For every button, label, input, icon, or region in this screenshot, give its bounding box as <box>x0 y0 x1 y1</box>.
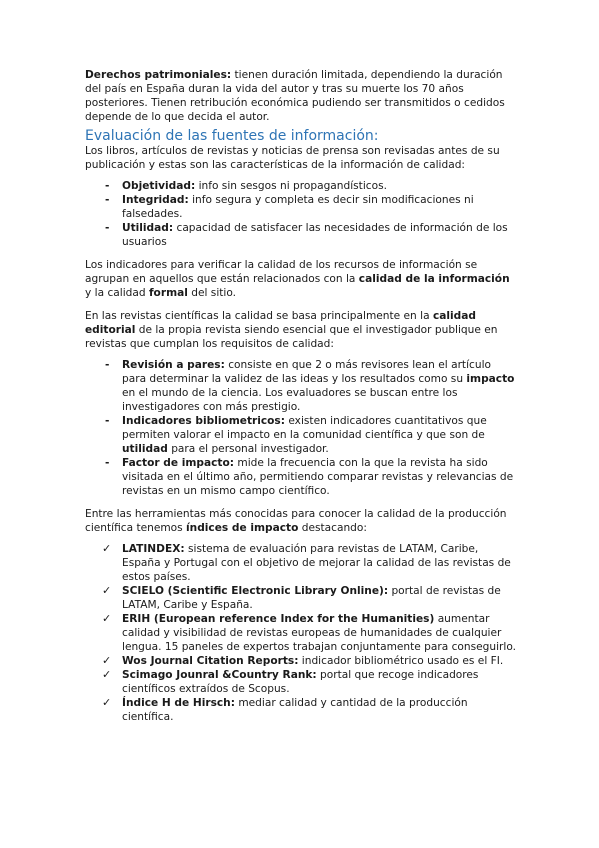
item-text: info segura y completa es decir sin modificaciones ni falsedades. <box>122 194 474 220</box>
emphasis: calidad editorial <box>85 310 476 336</box>
item-text: consiste en que 2 o más revisores lean el artículo para determinar la validez de las ideas y los resultados como su <box>122 359 491 385</box>
item-text: portal de revistas de LATAM, Caribe y España. <box>122 585 501 611</box>
item-term: Wos Journal Citation Reports: <box>122 655 299 667</box>
indices-list <box>85 542 517 724</box>
item-text: mediar calidad y cantidad de la producción científica. <box>122 697 468 723</box>
text: del sitio. <box>187 287 237 299</box>
emphasis: utilidad <box>122 443 168 455</box>
text: Los indicadores para verificar la calidad de los recursos de información se agrupan en aquellos que están relacionados con la <box>85 259 478 285</box>
list-item <box>85 456 517 498</box>
item-term: Utilidad: <box>122 222 174 234</box>
item-text: existen indicadores cuantitativos que permiten valorar el impacto en la comunidad científica y que son de <box>122 415 487 441</box>
item-term: Objetividad: <box>122 180 196 192</box>
item-term: Factor de impacto: <box>122 457 235 469</box>
derechos-paragraph <box>85 68 517 124</box>
item-term: Revisión a pares: <box>122 359 225 371</box>
criteria-list <box>85 179 517 249</box>
list-item <box>85 696 517 724</box>
item-term: Índice H de Hirsch: <box>122 697 235 709</box>
emphasis: índices de impacto <box>186 522 299 534</box>
item-text: sistema de evaluación para revistas de LATAM, Caribe, España y Portugal con el objetivo de mejorar la calidad de las revistas de estos países. <box>122 543 511 583</box>
item-term: ERIH (European reference Index for the Humanities) <box>122 613 435 625</box>
text: y la calidad <box>85 287 149 299</box>
emphasis: calidad de la información <box>358 273 510 285</box>
list-item <box>85 193 517 221</box>
item-text: mide la frecuencia con la que la revista ha sido visitada en el último año, permitiendo comparar revistas y relevancias de revistas en un mismo campo científico. <box>122 457 514 497</box>
revistas-paragraph <box>85 309 517 351</box>
list-item <box>85 414 517 456</box>
derechos-term: Derechos patrimoniales: <box>85 69 232 81</box>
indicadores-paragraph <box>85 258 517 300</box>
item-text: capacidad de satisfacer las necesidades de información de los usuarios <box>122 222 508 248</box>
list-item <box>85 179 517 193</box>
herramientas-paragraph <box>85 507 517 535</box>
item-term: SCIELO (Scientific Electronic Library Online): <box>122 585 389 597</box>
list-item <box>85 584 517 612</box>
list-item <box>85 668 517 696</box>
emphasis: impacto <box>466 373 515 385</box>
item-term: LATINDEX: <box>122 543 185 555</box>
list-item <box>85 654 517 668</box>
emphasis: formal <box>148 287 188 299</box>
item-text: para el personal investigador. <box>167 443 329 455</box>
item-text: indicador bibliométrico usado es el FI. <box>298 655 504 667</box>
item-text: en el mundo de la ciencia. Los evaluadores se buscan entre los investigadores con más prestigio. <box>122 387 458 413</box>
list-item <box>85 542 517 584</box>
list-item <box>85 221 517 249</box>
item-text: portal que recoge indicadores científicos extraídos de Scopus. <box>122 669 479 695</box>
document-page <box>85 68 517 724</box>
item-term: Scimago Jounral &Country Rank: <box>122 669 317 681</box>
item-text: aumentar calidad y visibilidad de revistas europeas de humanidades de cualquier lengua. 15 paneles de expertos trabajan conjuntamente para conseguirlo. <box>122 613 517 653</box>
text: En las revistas científicas la calidad se basa principalmente en la <box>85 310 433 322</box>
text: destacando: <box>298 522 367 534</box>
text: de la propia revista siendo esencial que el investigador publique en revistas que cumplan los requisitos de calidad: <box>85 324 498 350</box>
section-heading: Evaluación de las fuentes de información: <box>85 128 379 144</box>
list-item <box>85 358 517 414</box>
item-term: Integridad: <box>122 194 189 206</box>
item-text: info sin sesgos ni propagandísticos. <box>195 180 387 192</box>
derechos-text: tienen duración limitada, dependiendo la duración del país en España duran la vida del autor y tras su muerte los 70 años posteriores. Tienen retribución económica pudiendo ser transmitidos o cedidos depende de lo que decida el autor. <box>85 69 505 123</box>
text: Entre las herramientas más conocidas para conocer la calidad de la producción científica tenemos <box>85 508 507 534</box>
item-term: Indicadores bibliometricos: <box>122 415 285 427</box>
requisitos-list <box>85 358 517 498</box>
list-item <box>85 612 517 654</box>
intro-paragraph: Los libros, artículos de revistas y noticias de prensa son revisadas antes de su publicación y estas son las características de la información de calidad: <box>85 145 500 171</box>
